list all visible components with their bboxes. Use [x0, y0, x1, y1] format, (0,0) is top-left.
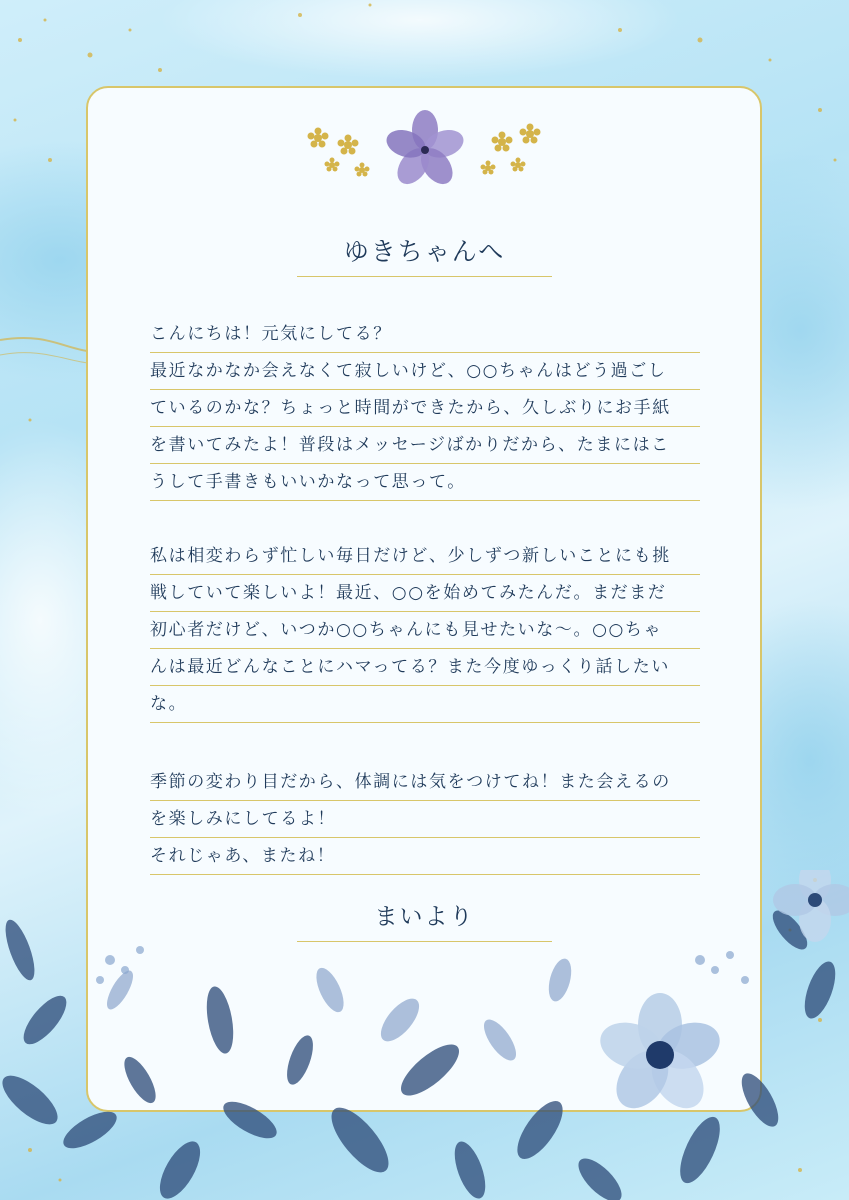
letter-line: 初心者だけど、いつか○○ちゃんにも見せたいな〜。○○ちゃ — [150, 612, 700, 649]
letter-line: 私は相変わらず忙しい毎日だけど、少しずつ新しいことにも挑 — [150, 538, 700, 575]
letter-line: それじゃあ、またね！ — [150, 838, 700, 875]
letter-line: 最近なかなか会えなくて寂しいけど、○○ちゃんはどう過ごし — [150, 353, 700, 390]
blue-flower-icon — [594, 993, 726, 1118]
floral-ornament — [290, 110, 560, 190]
letter-line: な。 — [150, 686, 700, 723]
blank-line — [150, 723, 700, 760]
letter-signature: まいより — [374, 904, 475, 930]
letter-line: を楽しみにしてるよ！ — [150, 801, 700, 838]
blank-line — [150, 501, 700, 538]
letter-title: ゆきちゃんへ — [343, 237, 506, 266]
title-underline — [297, 276, 552, 277]
letter-line: うして手書きもいいかなって思って。 — [150, 464, 700, 501]
letter-line: 戦していて楽しいよ！最近、○○を始めてみたんだ。まだまだ — [150, 575, 700, 612]
letter-line: 季節の変わり目だから、体調には気をつけてね！また会えるの — [150, 764, 700, 801]
letter-line: んは最近どんなことにハマってる？また今度ゆっくり話したい — [150, 649, 700, 686]
watercolor-leaves — [0, 870, 849, 1200]
purple-flower-icon — [383, 110, 467, 190]
letter-line: こんにちは！元気にしてる？ — [150, 316, 700, 353]
letter-line: を書いてみたよ！普段はメッセージばかりだから、たまにはこ — [150, 427, 700, 464]
letter-line: ているのかな？ちょっと時間ができたから、久しぶりにお手紙 — [150, 390, 700, 427]
